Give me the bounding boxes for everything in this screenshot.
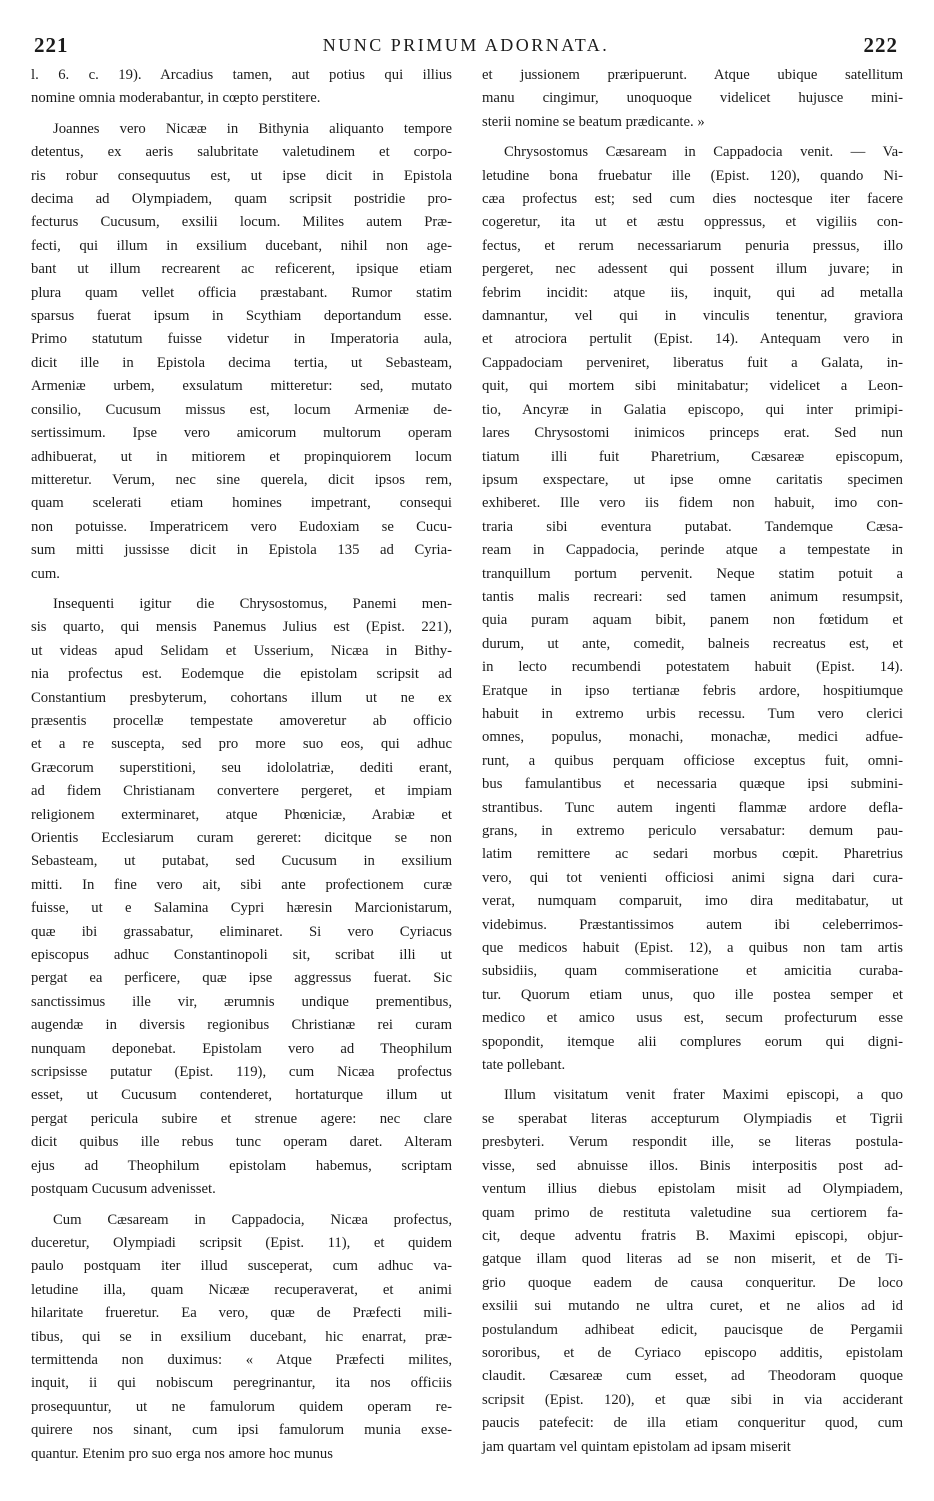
text-line: grio quoque eadem de causa conqueritur. De loco [482, 1274, 903, 1291]
text-line: Græcorum superstitioni, seu idololatriæ, dediti erant, [31, 759, 452, 776]
text-line: jam quartam vel quintam epistolam ad ipsam miserit [482, 1438, 791, 1455]
text-line: tiatum illi fuit Pharetrium, Cæsareæ episcopum, [482, 448, 903, 465]
paragraph [482, 141, 903, 1077]
text-line: quæ ibi grassabatur, eliminaret. Si vero Cyriacus [31, 923, 452, 940]
text-line: esset, ut Cucusum contenderet, hortaturque illum ut [31, 1087, 452, 1104]
text-line: non potuisse. Imperatricem vero Eudoxiam se Cucu- [31, 518, 452, 535]
text-line: præsentis procellæ tempestate amoveretur ab officio [31, 712, 452, 729]
right-text-column [482, 64, 903, 1459]
text-line: Chrysostomus Cæsaream in Cappadocia venit. — Va- [504, 144, 903, 161]
text-line: paulo postquam iter illud susceperat, cum adhuc va- [31, 1258, 452, 1275]
text-line: strantibus. Tunc autem ingenti flammæ ardore defla- [482, 799, 903, 816]
text-line: sterii nomine se beatum prædicante. » [482, 113, 705, 130]
text-line: sertissimum. Ipse vero amicorum multorum operam [31, 425, 452, 442]
text-line: cæa profectus est; sed cum dies noctesque iter facere [482, 191, 903, 208]
text-line: verat, numquam comparuit, imo dira meditabatur, ut [482, 893, 903, 910]
text-line: episcopus adhuc Constantinopoli sit, scribat illi ut [31, 947, 452, 964]
text-line: mitteretur. Verum, nec sine querela, dicit ipsos rem, [31, 471, 452, 488]
text-line: tur. Quorum etiam unus, quo ille postea semper et [482, 986, 903, 1003]
text-line: ejus ad Theophilum epistolam habemus, scriptam [31, 1157, 452, 1174]
text-line: habuit in extremo urbis recessu. Tum vero clerici [482, 705, 903, 722]
text-line: durum, ut ante, comedit, balneis recreatus est, et [482, 635, 903, 652]
paragraph [31, 118, 452, 586]
text-line: Orientis Ecclesiarum curam gereret: dicitque se non [31, 830, 452, 846]
text-line: scripsit (Epist. 120), et quæ sibi in via acciderant [482, 1391, 903, 1408]
text-line: postulandum adhibeat edicit, paucisque de Pergamii [482, 1321, 903, 1338]
text-line: bant ut illum recrearent ac reficerent, ipsique etiam [31, 261, 452, 278]
text-line: termittenda non duximus: « Atque Præfecti milites, [31, 1351, 452, 1368]
text-line: religionem exterminaret, atque Phœniciæ, Arabiæ et [31, 806, 452, 823]
text-line: dicit ille in Epistola decima tertia, ut Sebasteam, [31, 354, 452, 371]
text-line: vero, qui tot venienti officiosi animi signa dari cura- [482, 869, 903, 886]
right-page-number: 222 [863, 32, 898, 57]
text-line: decima ad Olympiadem, quam scripsit postridie pro- [31, 191, 452, 208]
left-text-column [31, 64, 452, 1466]
text-line: fecti, qui illum in exsilium ducebant, nihil non age- [31, 237, 452, 254]
text-line: augendæ in diversis regionibus Christianæ rei curam [31, 1017, 452, 1034]
text-line: scripsisse putatur (Epist. 119), cum Nicæa profectus [31, 1064, 452, 1081]
text-line: quantur. Etenim pro suo erga nos amore hoc munus [31, 1445, 333, 1462]
text-line: medico et amico usus est, secum profecturum esse [482, 1010, 903, 1027]
text-line: ris robur consequutus est, ut ipse dicit in Epistola [31, 167, 452, 184]
text-line: videbimus. Præstantissimos autem ibi celeberrimos- [482, 916, 903, 933]
text-line: grans, in extremo periculo versabatur: demum pau- [482, 823, 903, 839]
text-line: et atrociora pertulit (Epist. 14). Antequam vero in [482, 331, 903, 348]
text-line: Cappadociam perveniret, liberatus fuit a Galata, in- [482, 354, 903, 371]
paragraph [482, 1084, 903, 1459]
text-line: mitti. In fine vero ait, sibi ante profectionem curæ [31, 876, 452, 893]
text-line: ut videas apud Selidam et Usserium, Nicæa in Bithy- [31, 642, 452, 659]
text-line: sanctissimus ille vir, ærumnis undique prementibus, [31, 993, 452, 1010]
text-line: in lecto recumbendi potestatem habuit (Epist. 14). [482, 659, 903, 676]
page-header [34, 30, 898, 60]
text-line: postquam Cucusum advenisset. [31, 1181, 216, 1198]
text-line: quirere nos sinant, cum ipsi famulorum munia exse- [31, 1422, 452, 1439]
text-line: nia profectus est. Eodemque die epistolam scripsit ad [31, 666, 452, 683]
text-line: gatque illam quod literas ad se non miserit, et de Ti- [482, 1251, 903, 1268]
text-line: detentus, ex aeris salubritate valetudinem et corpo- [31, 144, 452, 161]
text-line: Eratque in ipso tertianæ febris ardore, hospitiumque [482, 682, 903, 699]
paragraph [31, 593, 452, 1202]
text-line: tranquillum portum pervenit. Neque statim potuit a [482, 565, 903, 582]
text-line: inquit, ii qui nobiscum peregrinantur, ita nos officiis [31, 1375, 452, 1392]
text-line: pergeret, nec adessent qui possent illum juvare; in [482, 261, 903, 278]
text-line: que medicos habuit (Epist. 12), a quibus non tam artis [482, 940, 903, 957]
text-line: l. 6. c. 19). Arcadius tamen, aut potius qui illius [31, 67, 452, 83]
text-line: claudit. Cæsareæ cum esset, ad Theodoram quoque [482, 1368, 903, 1385]
text-line: quia puram aquam bibit, panem non fœtidum et [482, 612, 903, 629]
text-line: traria sibi eventura putabat. Tandemque Cæsa- [482, 518, 903, 535]
text-line: paucis patefecit: de illa etiam conqueritur quod, cum [482, 1415, 903, 1432]
running-title: NUNC PRIMUM ADORNATA. [322, 34, 610, 55]
text-line: et jussionem præripuerunt. Atque ubique satellitum [482, 67, 903, 83]
text-line: cum. [31, 565, 60, 582]
text-line: tantis malis recreari: sed tamen animum resumpsit, [482, 588, 903, 605]
text-line: Insequenti igitur die Chrysostomus, Panemi men- [53, 595, 452, 612]
text-line: quam primo de restituta valetudine sua certiorem fa- [482, 1204, 903, 1221]
text-line: visse, sed abnuisse illos. Binis interpositis post ad- [482, 1157, 903, 1174]
text-line: fuisse, ut e Salamina Cypri hæresin Marcionistarum, [31, 900, 452, 917]
left-page-number: 221 [34, 32, 69, 57]
text-line: fectus, et rerum necessariarum penuria pressus, illo [482, 237, 903, 254]
text-line: sparsus fuerat ipsum in Scythiam deportandum esse. [31, 308, 452, 325]
paragraph [482, 64, 903, 134]
text-line: spopondit, itemque alii complures eorum qui digni- [482, 1033, 903, 1050]
text-line: omnes, populus, monachi, monachæ, medici adfue- [482, 729, 903, 746]
text-line: exhiberet. Ille vero iis fidem non habuit, imo con- [482, 495, 903, 512]
paragraph [31, 64, 452, 111]
text-line: tibus, qui se in exsilium ducebant, hic enarrat, præ- [31, 1328, 452, 1345]
paragraph [31, 1209, 452, 1466]
text-line: Constantium presbyterum, cohortans illum ut ne ex [31, 689, 452, 706]
text-line: nunquam deponebat. Epistolam vero ad Theophilum [31, 1040, 452, 1057]
text-line: bus famulantibus et necessaria quæque ipsi submini- [482, 776, 903, 793]
text-line: et a re suscepta, sed pro more suo eos, qui adhuc [31, 736, 452, 753]
text-line: Cum Cæsaream in Cappadocia, Nicæa profectus, [53, 1211, 452, 1228]
text-line: plura quam vellet officia præstabant. Rumor statim [31, 284, 452, 301]
text-line: manu cingimur, unoquoque videlicet hujusce mini- [482, 90, 903, 107]
text-line: se sperabat literas accepturum Olympiadis et Tigrii [482, 1110, 903, 1127]
text-line: dicit quibus ille rebus tunc operam daret. Alteram [31, 1134, 452, 1151]
text-line: cit, deque adventu fratris B. Maximi episcopi, objur- [482, 1227, 903, 1244]
text-line: pergat pericula subire et strenue agere: nec clare [31, 1110, 452, 1127]
text-line: exsilii sui mutando ne ultra curet, et ne alios ad id [482, 1298, 903, 1315]
text-line: ventum illius diebus epistolam misit ad Olympiadem, [482, 1181, 903, 1198]
text-line: febrim incidit: atque iis, inquit, qui ad metalla [482, 284, 903, 301]
text-line: Primo statutum fuisse videtur in Imperatoria aula, [31, 331, 452, 348]
text-line: hilaritate frueretur. Ea vero, quæ de Præfecti mili- [31, 1305, 452, 1322]
text-line: tate pollebant. [482, 1057, 566, 1074]
text-line: presbyteri. Verum respondit ille, se literas postula- [482, 1134, 903, 1151]
text-line: adhibuerat, ut in mitiorem et propinquiorem locum [31, 448, 452, 465]
text-line: quit, qui mortem sibi minitabatur; videlicet a Leon- [482, 378, 903, 395]
text-line: runt, a quibus perquam officiose exceptus fuit, omni- [482, 752, 903, 769]
text-line: fecturus Cucusum, exsilii locum. Milites autem Præ- [31, 214, 452, 231]
text-line: subsidiis, quam commiseratione et amicitia curaba- [482, 963, 903, 980]
text-line: duceretur, Olympiadi scripsit (Epist. 11), et quidem [31, 1234, 452, 1251]
text-line: latim remittere ac sedari morbus cœpit. Pharetrius [482, 846, 903, 863]
text-line: cogeretur, ita ut et æstu oppressus, et vigiliis con- [482, 214, 903, 231]
text-line: letudine bona fruebatur ille (Epist. 120), quando Ni- [482, 167, 903, 184]
text-line: nomine omnia moderabantur, in cœpto perstitere. [31, 90, 321, 107]
text-line: prosequuntur, ut ne famulorum quidem operam re- [31, 1398, 452, 1415]
text-line: sum mitti jussisse dicit in Epistola 135 ad Cyria- [31, 542, 452, 559]
text-line: consilio, Cucusum missus est, locum Armeniæ de- [31, 401, 452, 418]
text-line: Illum visitatum venit frater Maximi episcopi, a quo [504, 1087, 903, 1104]
text-line: Joannes vero Nicææ in Bithynia aliquanto tempore [53, 120, 452, 137]
text-line: pergat ea perficere, quæ ipse aggressus fuerat. Sic [31, 970, 452, 987]
text-line: Sebasteam, ut putabat, sed Cucusum in exsilium [31, 853, 452, 870]
text-line: sis quarto, qui mensis Panemus Julius est (Epist. 221), [31, 619, 452, 636]
text-line: quam scelerati etiam homines impetrant, consequi [31, 495, 452, 512]
text-line: tio, Ancyræ in Galatia episcopo, qui inter primipi- [482, 401, 903, 418]
text-line: lares Chrysostomi inimicos princeps erat. Sed nun [482, 425, 903, 442]
text-line: damnantur, vel qui in vinculis tenentur, graviora [482, 308, 903, 325]
text-line: Armeniæ urbem, exsulatum mitteretur: sed, mutato [31, 378, 452, 395]
text-line: ipsum exspectare, ut ipse omne caritatis specimen [482, 471, 903, 488]
text-line: sororibus, et de Cyriaco episcopo additis, epistolam [482, 1344, 903, 1361]
text-line: ad fidem Christianam convertere pergeret, et impiam [31, 783, 452, 800]
text-line: letudine illa, quam Nicææ recuperaverat, et animi [31, 1281, 452, 1298]
text-line: ream in Cappadocia, perinde atque a tempestate in [482, 542, 903, 559]
